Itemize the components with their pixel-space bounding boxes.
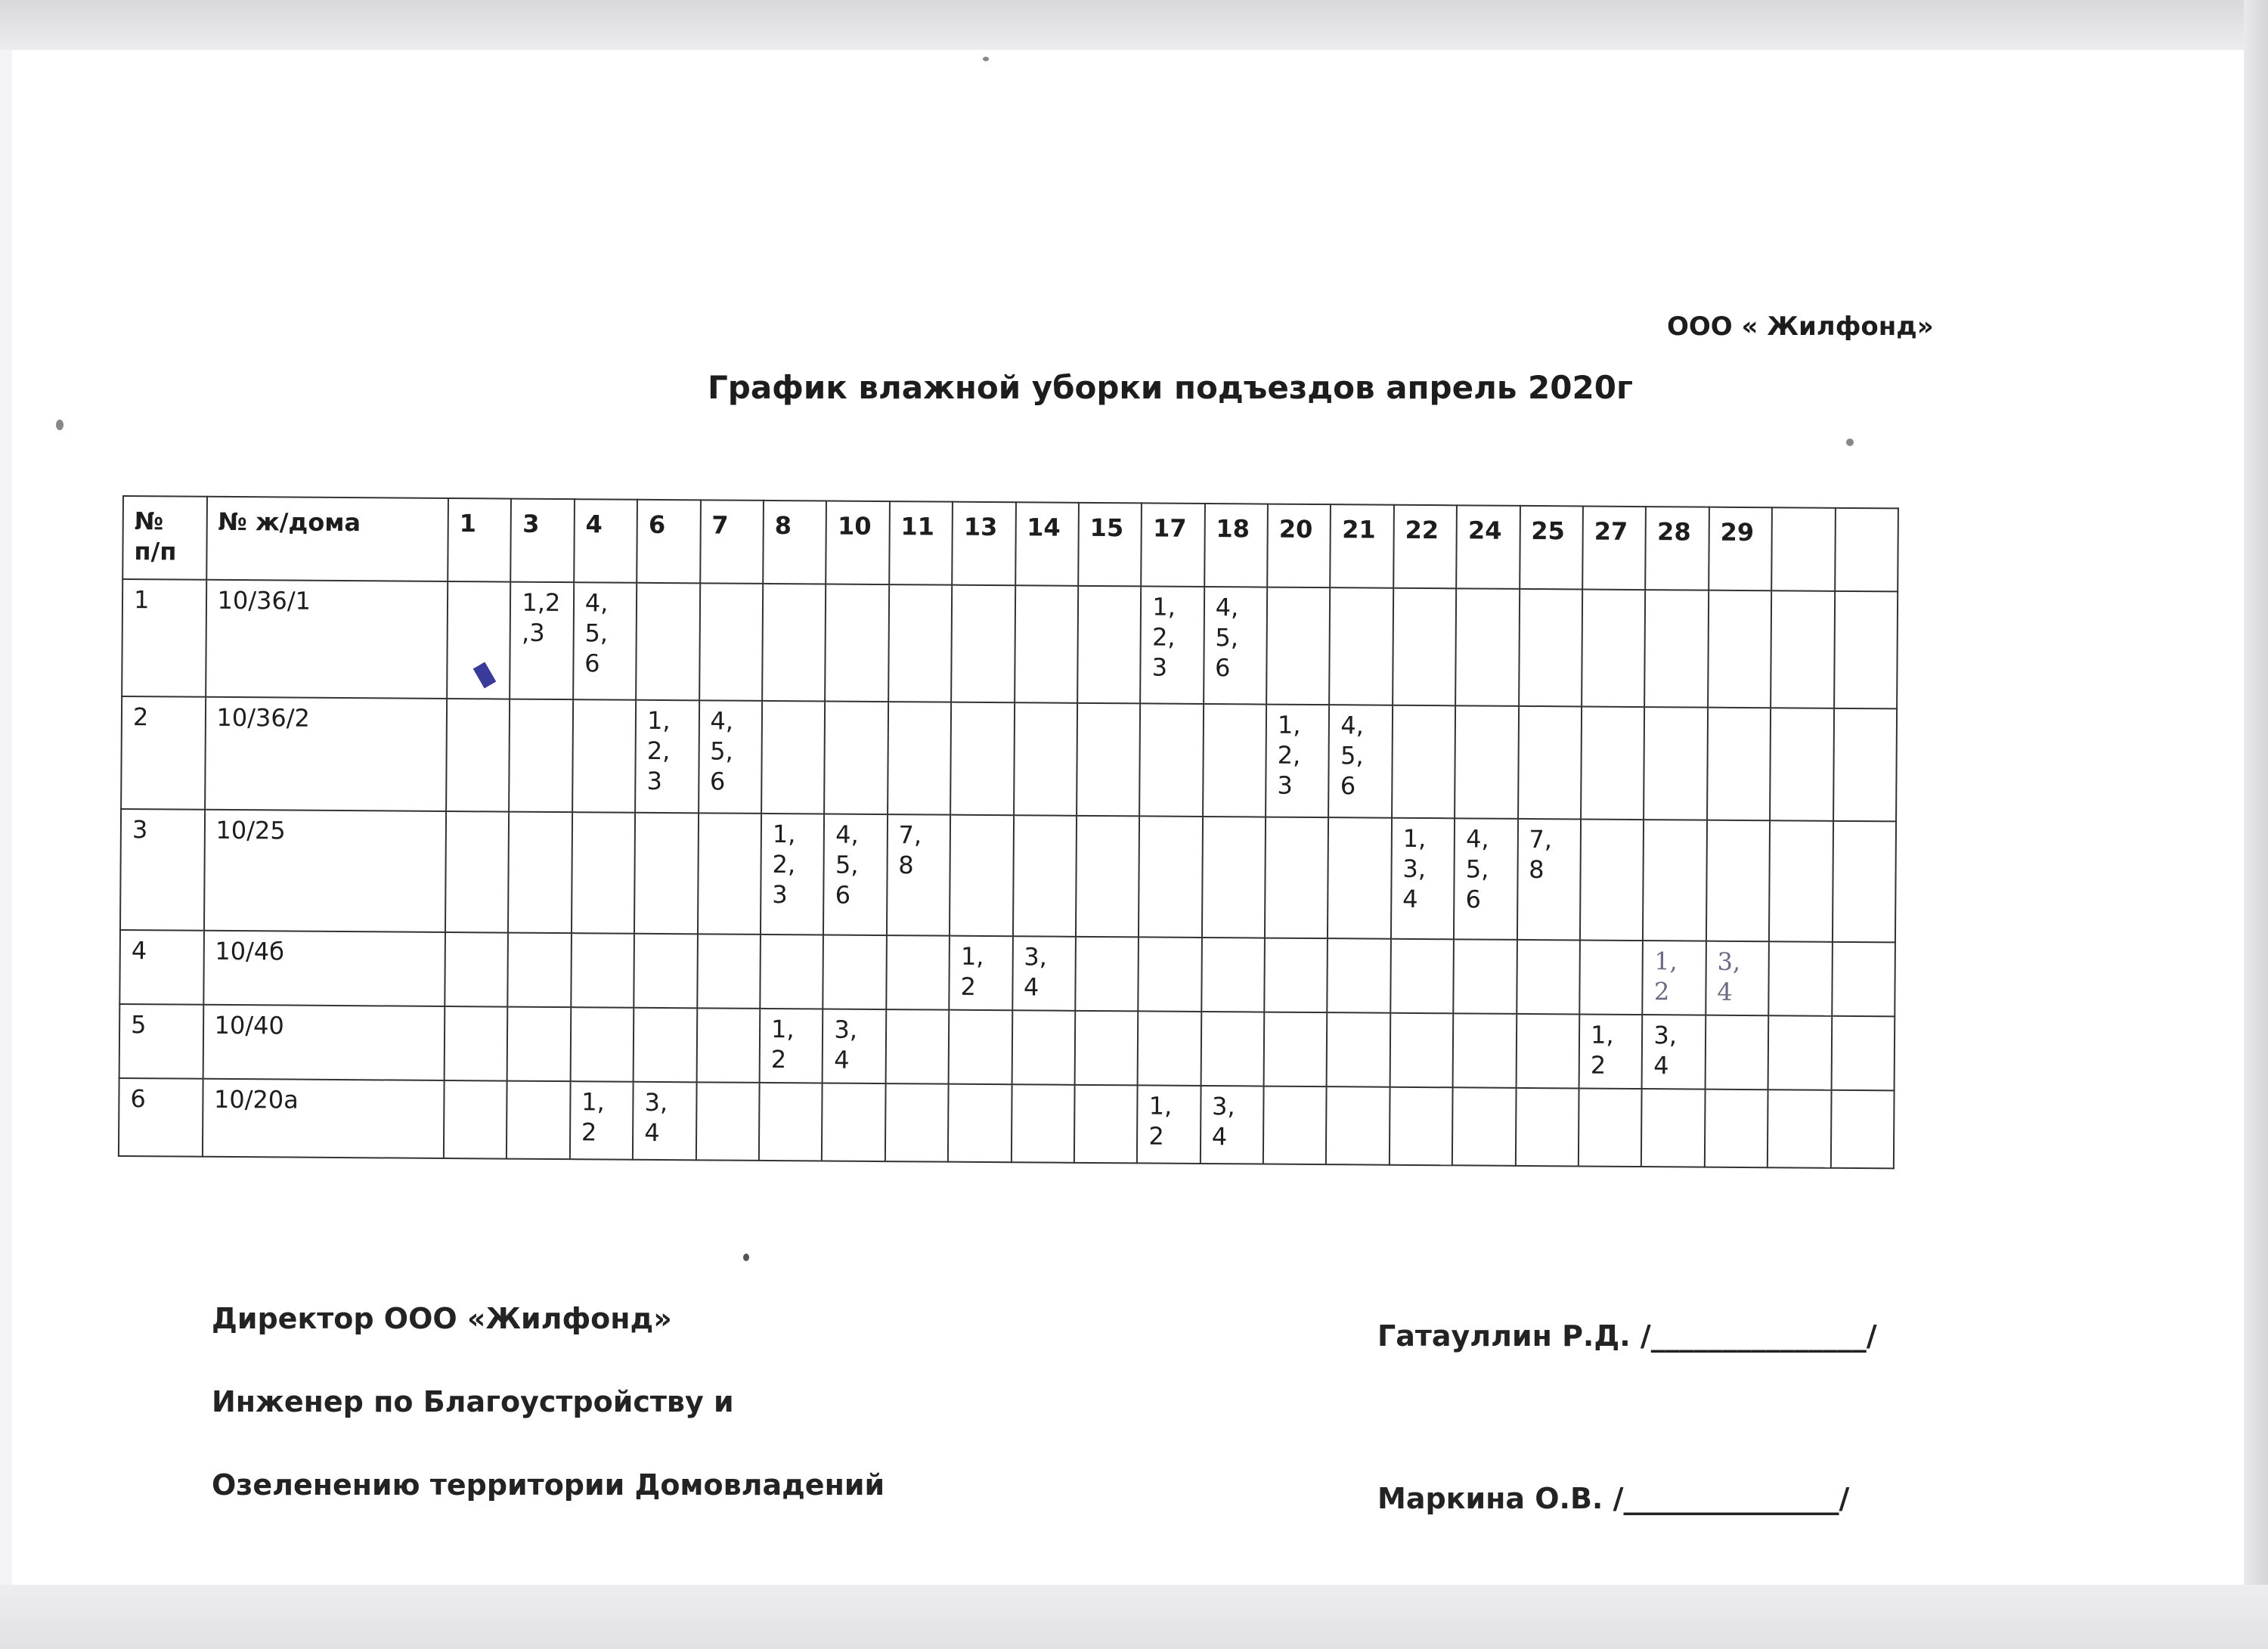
schedule-cell [1833,821,1897,942]
house-number-cell: 10/40 [203,1005,445,1080]
row-number-cell: 4 [119,930,203,1005]
header-day: 13 [952,502,1015,586]
engineer-label-line1: Инженер по Благоустройству и [212,1385,734,1418]
schedule-cell [570,1007,634,1082]
schedule-cell [948,1083,1012,1162]
schedule-cell: 1, 2, 3 [1140,586,1204,703]
schedule-cell [445,1006,508,1081]
schedule-cell [446,699,510,812]
header-day: 25 [1520,506,1583,590]
schedule-cell [888,702,951,815]
schedule-cell [1139,817,1203,938]
scan-speck [56,420,64,430]
schedule-cell [1203,704,1266,817]
schedule-cell [1579,940,1643,1015]
schedule-cell [1266,587,1330,705]
table-row [119,1004,1895,1090]
scan-speck [1846,439,1854,446]
schedule-cell [1139,703,1203,817]
schedule-cell [1518,706,1582,820]
schedule-cell [1328,938,1391,1013]
schedule-cell [1201,1012,1264,1086]
document-title: График влажной уборки подъездов апрель 2020г [708,369,1633,406]
schedule-cell [1326,1086,1390,1165]
schedule-cell [885,1009,949,1084]
schedule-cell: 1, 2 [1643,941,1706,1015]
schedule-cell: 3, 4 [823,1009,886,1083]
header-day: 24 [1456,505,1520,589]
header-day: 27 [1582,506,1646,590]
schedule-cell [1014,702,1077,816]
table-row [121,696,1897,822]
schedule-cell [634,1008,697,1083]
schedule-cell: 4, 5, 6 [1329,705,1393,818]
table-row [119,930,1895,1016]
row-number-cell: 3 [120,809,205,931]
schedule-cell [1516,1014,1579,1089]
table-row [119,1078,1895,1169]
schedule-cell [507,1006,571,1081]
house-number-cell: 10/36/2 [205,696,448,811]
schedule-cell [1832,942,1895,1017]
director-signature-line: Гатауллин Р.Д. /_______________/ [1377,1319,1877,1353]
house-number-cell: 10/4б [203,931,445,1006]
schedule-cell [1771,590,1834,708]
schedule-cell [1452,1087,1516,1166]
header-day: 28 [1646,507,1709,590]
schedule-cell: 1, 2 [570,1081,634,1160]
schedule-cell: 1, 2, 3 [761,814,825,935]
schedule-cell [825,584,888,701]
schedule-cell [886,935,950,1010]
schedule-cell [1265,817,1329,938]
row-number-cell: 2 [121,696,206,810]
schedule-cell [1705,1089,1768,1167]
schedule-cell [1015,585,1078,702]
schedule-cell [1138,1011,1201,1086]
header-day: 7 [700,500,764,584]
cleaning-schedule-table [118,495,1899,1169]
schedule-cell: 1, 2, 3 [1266,704,1329,817]
schedule-cell [634,813,699,934]
house-number-cell: 10/25 [203,810,446,932]
schedule-cell [1074,1085,1138,1164]
schedule-cell [1706,820,1771,941]
schedule-cell [1390,1013,1453,1088]
schedule-cell [447,581,510,699]
schedule-cell [1453,1013,1517,1088]
schedule-cell [699,583,763,700]
schedule-cell [1644,707,1707,820]
header-day: 18 [1204,504,1268,587]
header-row-number: № п/п [122,496,206,580]
schedule-cell [1012,1010,1075,1085]
schedule-cell [1455,705,1518,819]
schedule-cell [1579,1088,1642,1167]
schedule-cell [508,933,572,1008]
scan-speck [983,57,989,61]
schedule-cell [885,1083,949,1162]
schedule-cell [1076,816,1140,937]
schedule-cell [1581,706,1644,820]
header-day: 1 [448,498,511,582]
schedule-cell [698,813,762,934]
schedule-cell: 1, 2 [1579,1014,1643,1089]
schedule-cell [508,812,572,933]
schedule-cell [507,1080,570,1159]
header-day: 20 [1267,504,1331,588]
header-day: 3 [511,499,575,583]
schedule-cell [1390,939,1454,1014]
schedule-cell [1768,1015,1832,1090]
schedule-cell [1770,708,1833,821]
schedule-cell [1012,815,1077,936]
schedule-cell [1263,1086,1327,1164]
schedule-cell [888,584,952,702]
schedule-cell [759,1083,823,1161]
schedule-cell [509,699,572,812]
schedule-cell [1768,941,1832,1016]
scan-top-edge [0,0,2268,50]
schedule-cell: 4, 5, 6 [573,582,637,699]
schedule-cell [824,701,888,814]
schedule-cell [697,934,761,1009]
schedule-cell [1202,817,1266,938]
schedule-cell [1454,939,1517,1014]
schedule-cell: 4, 5, 6 [699,700,762,814]
header-day: 8 [763,501,826,584]
schedule-cell: 3, 4 [1642,1015,1706,1090]
schedule-cell [572,812,636,933]
schedule-cell [1264,1012,1328,1086]
schedule-cell [1077,702,1140,816]
schedule-cell: 1,2 ,3 [510,582,574,699]
schedule-cell [760,935,823,1009]
schedule-cell: 1, 2 [949,936,1012,1011]
table-row [120,809,1896,942]
schedule-cell [1392,705,1455,818]
engineer-label-line2: Озеленению территории Домовладений [212,1468,885,1502]
schedule-cell [1769,820,1833,941]
schedule-cell [1517,940,1580,1015]
schedule-cell: 1, 2 [1137,1085,1201,1164]
schedule-cell [823,935,887,1009]
schedule-cell [1327,1012,1390,1087]
company-name: ООО « Жилфонд» [1667,312,1934,342]
schedule-cell [444,1080,507,1159]
schedule-cell [1705,1015,1768,1090]
schedule-cell [762,584,826,701]
house-number-cell: 10/20а [202,1079,444,1158]
scan-right-edge [2244,0,2268,1649]
schedule-cell [1075,937,1139,1012]
schedule-cell [1139,937,1202,1012]
scan-bottom-edge [0,1585,2268,1649]
schedule-cell: 7, 8 [887,814,951,935]
scan-speck [743,1254,749,1261]
schedule-cell [1641,1089,1705,1167]
schedule-cell: 4, 5, 6 [1204,587,1267,704]
table-header-row [122,496,1898,591]
header-day: 29 [1709,507,1772,591]
header-day: 14 [1015,502,1079,586]
header-day: 21 [1331,504,1394,588]
schedule-cell [696,1082,759,1161]
header-house-number: № ж/дома [206,497,448,581]
schedule-cell [1582,589,1645,706]
header-day: 17 [1141,503,1204,587]
header-day: 6 [637,500,700,584]
schedule-cell [1074,1011,1138,1086]
header-day: 10 [826,501,890,585]
schedule-cell [949,1010,1012,1085]
schedule-cell [1390,1087,1453,1166]
schedule-cell [951,585,1015,702]
house-number-cell: 10/36/1 [206,580,448,699]
schedule-cell [1330,587,1393,705]
schedule-cell: 7, 8 [1517,819,1582,940]
table-row [122,579,1898,708]
schedule-cell [1328,817,1392,938]
schedule-cell [1393,588,1456,705]
schedule-cell [445,932,508,1007]
header-day: 22 [1393,505,1457,589]
row-number-cell: 5 [119,1004,203,1079]
schedule-cell: 3, 4 [1012,936,1076,1011]
schedule-cell [950,815,1014,936]
schedule-cell [761,701,825,814]
schedule-cell [1707,707,1771,820]
schedule-cell [950,702,1014,815]
schedule-cell [1077,586,1141,703]
schedule-cell [445,811,510,932]
schedule-cell: 4, 5, 6 [823,814,888,935]
schedule-cell [1708,590,1771,708]
schedule-cell [822,1083,885,1161]
schedule-cell [636,583,699,700]
schedule-cell [1645,590,1709,707]
schedule-cell [1201,938,1265,1012]
row-number-cell: 6 [119,1078,203,1157]
schedule-cell: 4, 5, 6 [1454,818,1518,939]
schedule-cell [634,934,697,1009]
schedule-cell [1834,591,1898,708]
row-number-cell: 1 [122,579,206,696]
schedule-cell [1580,820,1644,941]
schedule-cell [1768,1090,1831,1168]
schedule-cell [1830,1090,1894,1169]
schedule-cell [571,933,634,1008]
header-day: 4 [574,499,637,583]
schedule-cell [1833,708,1897,821]
schedule-cell [1643,820,1707,941]
schedule-cell [1455,588,1519,705]
director-label: Директор ООО «Жилфонд» [212,1302,672,1335]
schedule-cell [1011,1084,1074,1163]
schedule-cell [1519,589,1582,706]
schedule-cell: 1, 2 [760,1009,823,1083]
header-day: 15 [1078,503,1142,587]
schedule-cell [1515,1088,1579,1167]
schedule-cell: 3, 4 [1201,1086,1264,1164]
schedule-cell: 1, 3, 4 [1391,818,1455,939]
schedule-cell: 3, 4 [1706,941,1769,1016]
schedule-cell: 1, 2, 3 [635,699,699,813]
schedule-cell [1831,1016,1895,1091]
engineer-signature-line: Маркина О.В. /_______________/ [1377,1482,1850,1515]
schedule-cell [1264,938,1328,1013]
header-day-empty [1835,508,1898,592]
header-day: 11 [889,501,953,585]
schedule-cell: 3, 4 [633,1082,696,1161]
header-day-empty [1771,507,1835,591]
schedule-cell [696,1008,760,1083]
schedule-cell [572,699,636,813]
